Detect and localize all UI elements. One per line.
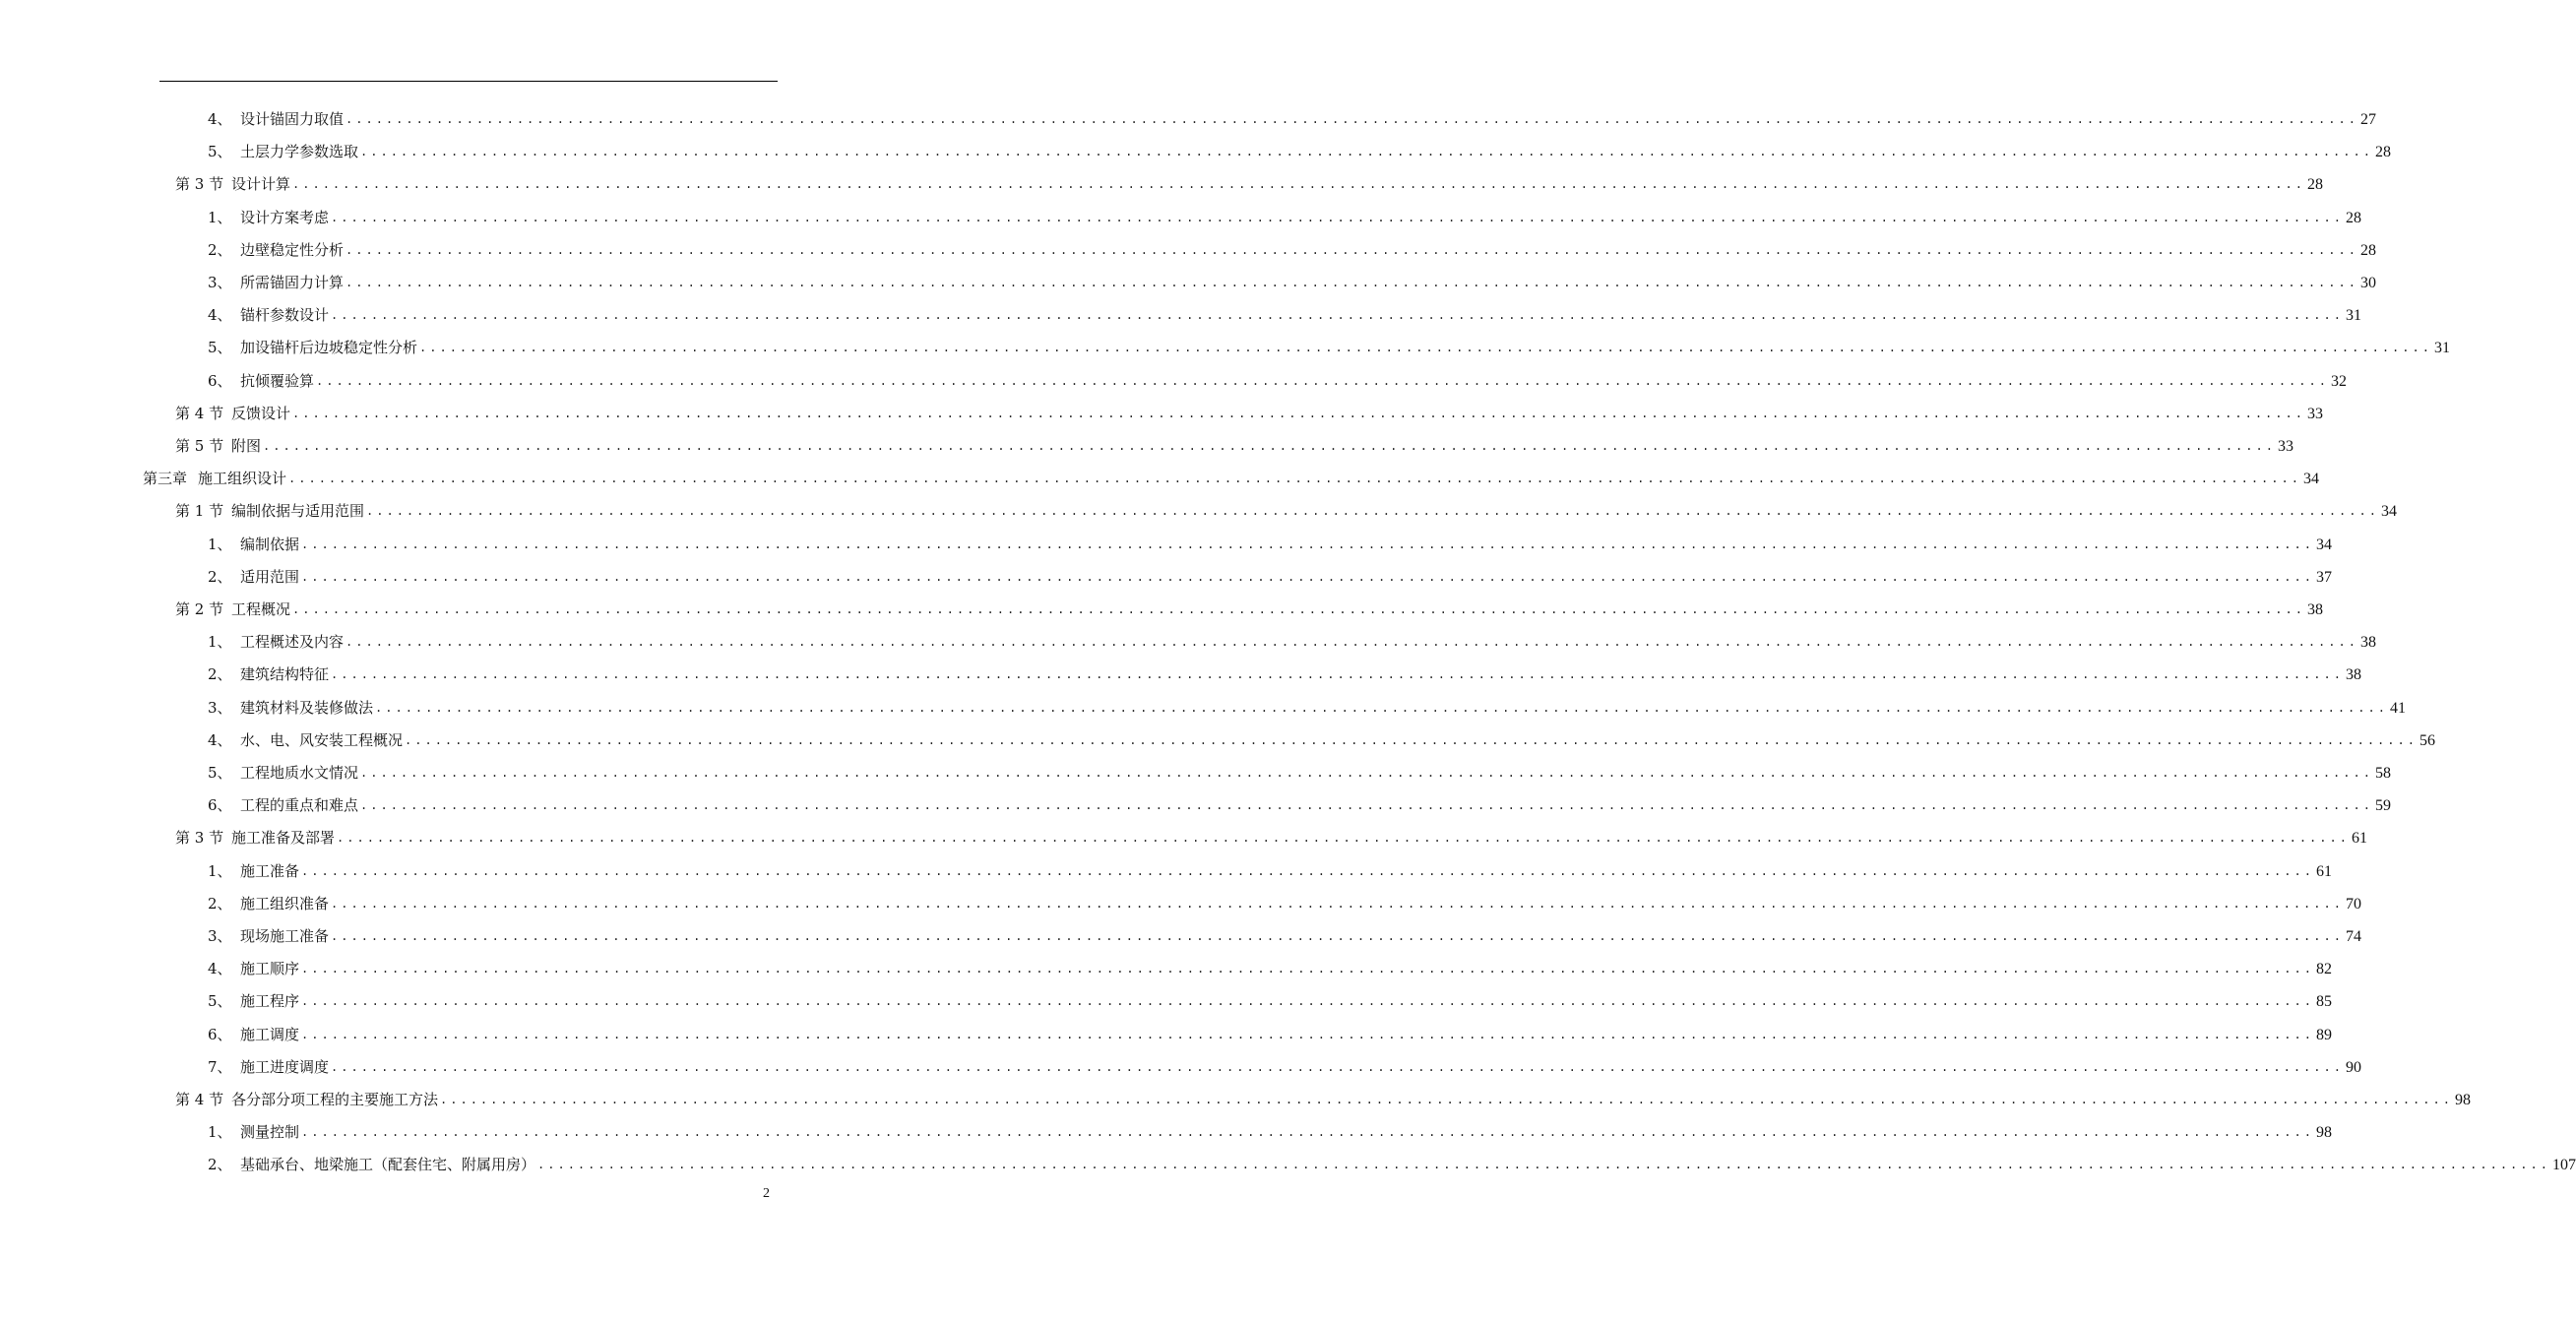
- toc-entry-number: 1、: [208, 535, 232, 553]
- dot-leader: ........................................................................................................................................................................................................: [331, 308, 2344, 323]
- dot-leader: ........................................................................................................................................................................................................: [292, 406, 2305, 420]
- dot-leader: ........................................................................................................................................................................................................: [301, 994, 2314, 1009]
- toc-entry-label: [208, 365, 314, 398]
- dot-leader: ........................................................................................................................................................................................................: [405, 732, 2418, 747]
- toc-entry-title: 所需锚固力计算: [240, 274, 345, 291]
- toc-entry-title: 施工调度: [240, 1025, 300, 1043]
- toc-entry-title: 编制依据与适用范围: [231, 502, 365, 521]
- toc-entry-number: 6、: [208, 371, 232, 390]
- toc-entry-number: 3、: [208, 927, 232, 945]
- toc-entry-label: [208, 659, 329, 691]
- toc-entry-number: 1、: [208, 1123, 232, 1142]
- toc-entry-number: 3、: [208, 698, 232, 717]
- toc-entry-label: [175, 495, 364, 528]
- dot-leader: ........................................................................................................................................................................................................: [301, 1027, 2314, 1041]
- toc-entry-label: [208, 299, 329, 332]
- toc-entry-number: 1、: [208, 633, 232, 652]
- toc-entry-number: 6、: [208, 1025, 232, 1043]
- toc-entry-label: [208, 985, 299, 1018]
- toc-entry-item[interactable]: [208, 136, 2391, 168]
- toc-entry-label: [208, 202, 329, 234]
- toc-entry-label: [208, 561, 299, 594]
- toc-entry-title: 施工进度调度: [240, 1057, 330, 1076]
- dot-leader: ........................................................................................................................................................................................................: [419, 341, 2432, 355]
- toc-entry-number: 第 4 节: [175, 404, 224, 422]
- toc-entry-item[interactable]: [208, 985, 2332, 1018]
- dot-leader: ........................................................................................................................................................................................................: [331, 929, 2344, 943]
- toc-entry-number: 1、: [208, 861, 232, 880]
- toc-entry-page-number: 28: [2345, 209, 2361, 226]
- toc-entry-number: 第 5 节: [175, 437, 224, 455]
- toc-entry-number: 2、: [208, 567, 232, 586]
- toc-entry-title: 水、电、风安装工程概况: [240, 730, 404, 749]
- toc-entry-page-number: 33: [2277, 438, 2293, 455]
- dot-leader: ........................................................................................................................................................................................................: [331, 1059, 2344, 1074]
- toc-entry-page-number: 34: [2315, 536, 2332, 553]
- toc-entry-section[interactable]: [175, 495, 2397, 528]
- dot-leader: ........................................................................................................................................................................................................: [288, 472, 2301, 486]
- toc-entry-number: 4、: [208, 110, 232, 128]
- toc-entry-page-number: 28: [2306, 176, 2323, 194]
- toc-entry-label: [208, 529, 299, 561]
- toc-entry-number: 4、: [208, 306, 232, 325]
- toc-entry-chapter[interactable]: [143, 463, 2319, 495]
- toc-entry-number: 2、: [208, 240, 232, 259]
- toc-entry-page-number: 31: [2345, 307, 2361, 325]
- dot-leader: ........................................................................................................................................................................................................: [537, 1158, 2550, 1172]
- toc-entry-item[interactable]: [208, 659, 2361, 691]
- dot-leader: ........................................................................................................................................................................................................: [301, 863, 2314, 878]
- toc-entry-page-number: 27: [2359, 111, 2376, 128]
- dot-leader: ........................................................................................................................................................................................................: [337, 831, 2350, 846]
- dot-leader: ........................................................................................................................................................................................................: [263, 439, 2276, 453]
- page-number: 2: [763, 1186, 770, 1201]
- toc-entry-label: [208, 757, 358, 789]
- dot-leader: ........................................................................................................................................................................................................: [301, 1125, 2314, 1140]
- toc-entry-title: 适用范围: [240, 567, 300, 586]
- toc-entry-label: [208, 855, 299, 888]
- toc-entry-number: 2、: [208, 1156, 232, 1174]
- toc-entry-title: 附图: [231, 437, 262, 455]
- dot-leader: ........................................................................................................................................................................................................: [346, 276, 2358, 289]
- toc-entry-title: 反馈设计: [231, 404, 291, 422]
- toc-entry-label: [208, 1149, 535, 1181]
- toc-entry-item[interactable]: [208, 202, 2361, 234]
- toc-entry-item[interactable]: [208, 365, 2347, 398]
- toc-entry-page-number: 31: [2433, 340, 2450, 357]
- dot-leader: ........................................................................................................................................................................................................: [360, 145, 2373, 159]
- toc-entry-item[interactable]: [208, 855, 2332, 888]
- toc-entry-page-number: 70: [2345, 895, 2361, 913]
- toc-entry-number: 3、: [208, 274, 232, 291]
- dot-leader: ........................................................................................................................................................................................................: [331, 210, 2344, 224]
- toc-entry-item[interactable]: [208, 724, 2435, 757]
- toc-entry-title: 施工准备及部署: [231, 829, 336, 848]
- dot-leader: ........................................................................................................................................................................................................: [331, 896, 2344, 911]
- toc-entry-page-number: 74: [2345, 928, 2361, 945]
- toc-entry-item[interactable]: [208, 1019, 2332, 1051]
- toc-entry-number: 第 3 节: [175, 829, 224, 848]
- toc-entry-number: 5、: [208, 339, 232, 357]
- toc-entry-number: 2、: [208, 665, 232, 684]
- toc-entry-label: [175, 168, 290, 201]
- toc-entry-page-number: 38: [2345, 666, 2361, 684]
- toc-entry-title: 加设锚杆后边坡稳定性分析: [240, 339, 418, 357]
- dot-leader: ........................................................................................................................................................................................................: [346, 635, 2358, 650]
- toc-entry-title: 施工准备: [240, 861, 300, 880]
- toc-entry-page-number: 41: [2389, 699, 2406, 717]
- toc-entry-label: [208, 267, 344, 299]
- toc-entry-number: 6、: [208, 796, 232, 815]
- dot-leader: ........................................................................................................................................................................................................: [346, 112, 2358, 126]
- toc-entry-page-number: 90: [2345, 1058, 2361, 1076]
- toc-entry-label: [208, 234, 344, 267]
- toc-entry-page-number: 56: [2419, 731, 2435, 749]
- toc-entry-item[interactable]: [208, 888, 2361, 920]
- dot-leader: ........................................................................................................................................................................................................: [292, 602, 2305, 616]
- dot-leader: ........................................................................................................................................................................................................: [360, 798, 2373, 813]
- toc-entry-title: 工程概况: [231, 600, 291, 618]
- toc-entry-label: [208, 789, 358, 822]
- toc-entry-number: 1、: [208, 208, 232, 226]
- toc-entry-page-number: 107: [2551, 1157, 2576, 1174]
- toc-entry-item[interactable]: [208, 561, 2332, 594]
- toc-entry-label: [208, 724, 403, 757]
- toc-entry-section[interactable]: [175, 398, 2323, 430]
- toc-entry-number: 5、: [208, 764, 232, 782]
- toc-entry-label: [208, 953, 299, 985]
- toc-entry-title: 测量控制: [240, 1123, 300, 1142]
- toc-entry-page-number: 34: [2302, 471, 2319, 488]
- toc-entry-title: 建筑材料及装修做法: [240, 698, 374, 717]
- toc-entry-title: 施工顺序: [240, 960, 300, 978]
- toc-entry-number: 第 2 节: [175, 600, 224, 618]
- toc-entry-page-number: 33: [2306, 405, 2323, 422]
- toc-entry-title: 工程地质水文情况: [240, 764, 359, 782]
- toc-entry-page-number: 85: [2315, 993, 2332, 1011]
- toc-entry-label: [175, 594, 290, 626]
- dot-leader: ........................................................................................................................................................................................................: [301, 536, 2314, 551]
- toc-entry-title: 编制依据: [240, 535, 300, 553]
- dot-leader: ........................................................................................................................................................................................................: [331, 667, 2344, 682]
- toc-entry-label: [208, 103, 344, 136]
- toc-entry-item[interactable]: [208, 103, 2376, 136]
- toc-entry-section[interactable]: [175, 594, 2323, 626]
- toc-entry-title: 施工组织准备: [240, 894, 330, 913]
- toc-entry-page-number: 61: [2315, 862, 2332, 880]
- toc-entry-number: 7、: [208, 1057, 232, 1076]
- toc-entry-page-number: 37: [2315, 568, 2332, 586]
- toc-entry-label: [208, 626, 344, 659]
- toc-entry-title: 基础承台、地梁施工（配套住宅、附属用房）: [240, 1156, 536, 1174]
- toc-entry-label: [208, 920, 329, 953]
- dot-leader: ........................................................................................................................................................................................................: [301, 569, 2314, 584]
- toc-entry-title: 工程概述及内容: [240, 633, 345, 652]
- toc-entry-title: 施工程序: [240, 992, 300, 1011]
- toc-entry-title: 现场施工准备: [240, 927, 330, 945]
- toc-entry-label: [208, 1019, 299, 1051]
- toc-entry-page-number: 82: [2315, 961, 2332, 978]
- toc-entry-item[interactable]: [208, 789, 2391, 822]
- toc-entry-page-number: 59: [2374, 797, 2391, 815]
- toc-entry-item[interactable]: [208, 1149, 2576, 1181]
- toc-entry-item[interactable]: [208, 529, 2332, 561]
- toc-entry-number: 第 1 节: [175, 502, 224, 521]
- dot-leader: ........................................................................................................................................................................................................: [375, 700, 2388, 715]
- toc-entry-title: 抗倾覆验算: [240, 371, 315, 390]
- toc-entry-page-number: 34: [2380, 503, 2397, 521]
- toc-entry-number: 第 4 节: [175, 1091, 224, 1108]
- dot-leader: ........................................................................................................................................................................................................: [440, 1093, 2453, 1106]
- toc-entry-item[interactable]: [208, 757, 2391, 789]
- toc-entry-number: 第 3 节: [175, 175, 224, 194]
- toc-entry-number: 4、: [208, 960, 232, 978]
- toc-entry-number: 第三章: [143, 470, 188, 488]
- toc-entry-page-number: 61: [2351, 830, 2367, 848]
- toc-entry-label: [175, 430, 261, 463]
- toc-entry-page-number: 38: [2306, 601, 2323, 618]
- toc-entry-page-number: 38: [2359, 634, 2376, 652]
- toc-entry-item[interactable]: [208, 626, 2376, 659]
- toc-entry-page-number: 32: [2330, 372, 2347, 390]
- toc-entry-item[interactable]: [208, 692, 2406, 724]
- toc-entry-page-number: 89: [2315, 1026, 2332, 1043]
- toc-entry-page-number: 30: [2359, 275, 2376, 291]
- toc-entry-label: [208, 332, 417, 364]
- toc-entry-number: 5、: [208, 143, 232, 161]
- toc-entry-label: [208, 692, 373, 724]
- toc-entry-item[interactable]: [208, 1116, 2332, 1149]
- dot-leader: ........................................................................................................................................................................................................: [316, 373, 2329, 388]
- header-rule: [159, 81, 778, 82]
- toc-entry-label: [175, 398, 290, 430]
- toc-entry-title: 设计锚固力取值: [240, 110, 345, 128]
- toc-entry-number: 5、: [208, 992, 232, 1011]
- toc-entry-section[interactable]: [175, 822, 2367, 854]
- toc-entry-title: 建筑结构特征: [240, 665, 330, 684]
- toc-entry-item[interactable]: [208, 267, 2376, 299]
- toc-entry-item[interactable]: [208, 1051, 2361, 1084]
- dot-leader: ........................................................................................................................................................................................................: [346, 242, 2358, 257]
- toc-entry-label: [208, 888, 329, 920]
- toc-entry-label: [175, 822, 335, 854]
- toc-entry-section[interactable]: [175, 168, 2323, 201]
- toc-entry-item[interactable]: [208, 299, 2361, 332]
- dot-leader: ........................................................................................................................................................................................................: [360, 766, 2373, 780]
- dot-leader: ........................................................................................................................................................................................................: [301, 962, 2314, 976]
- toc-entry-label: [208, 1116, 299, 1149]
- toc-entry-item[interactable]: [208, 332, 2450, 364]
- toc-entry-title: 土层力学参数选取: [240, 143, 359, 161]
- toc-entry-title: 施工组织设计: [198, 470, 287, 488]
- toc-entry-label: [208, 136, 358, 168]
- toc-entry-label: [143, 463, 286, 495]
- toc-entry-number: 2、: [208, 894, 232, 913]
- toc-entry-number: 4、: [208, 730, 232, 749]
- toc-entry-section[interactable]: [175, 1084, 2471, 1116]
- toc-entry-label: [175, 1084, 438, 1116]
- dot-leader: ........................................................................................................................................................................................................: [292, 177, 2305, 192]
- toc-entry-page-number: 98: [2315, 1124, 2332, 1142]
- toc-entry-item[interactable]: [208, 234, 2376, 267]
- toc-entry-title: 工程的重点和难点: [240, 796, 359, 815]
- toc-entry-page-number: 58: [2374, 765, 2391, 782]
- toc-entry-title: 边壁稳定性分析: [240, 240, 345, 259]
- toc-entry-page-number: 98: [2454, 1092, 2471, 1108]
- toc-entry-item[interactable]: [208, 920, 2361, 953]
- toc-entry-title: 设计计算: [231, 175, 291, 194]
- toc-entry-page-number: 28: [2374, 144, 2391, 161]
- toc-entry-label: [208, 1051, 329, 1084]
- toc-entry-title: 设计方案考虑: [240, 208, 330, 226]
- dot-leader: ........................................................................................................................................................................................................: [366, 504, 2379, 519]
- toc-entry-title: 各分部分项工程的主要施工方法: [231, 1091, 439, 1108]
- toc-entry-item[interactable]: [208, 953, 2332, 985]
- toc-entry-page-number: 28: [2359, 241, 2376, 259]
- toc-entry-title: 锚杆参数设计: [240, 306, 330, 325]
- toc-entry-section[interactable]: [175, 430, 2293, 463]
